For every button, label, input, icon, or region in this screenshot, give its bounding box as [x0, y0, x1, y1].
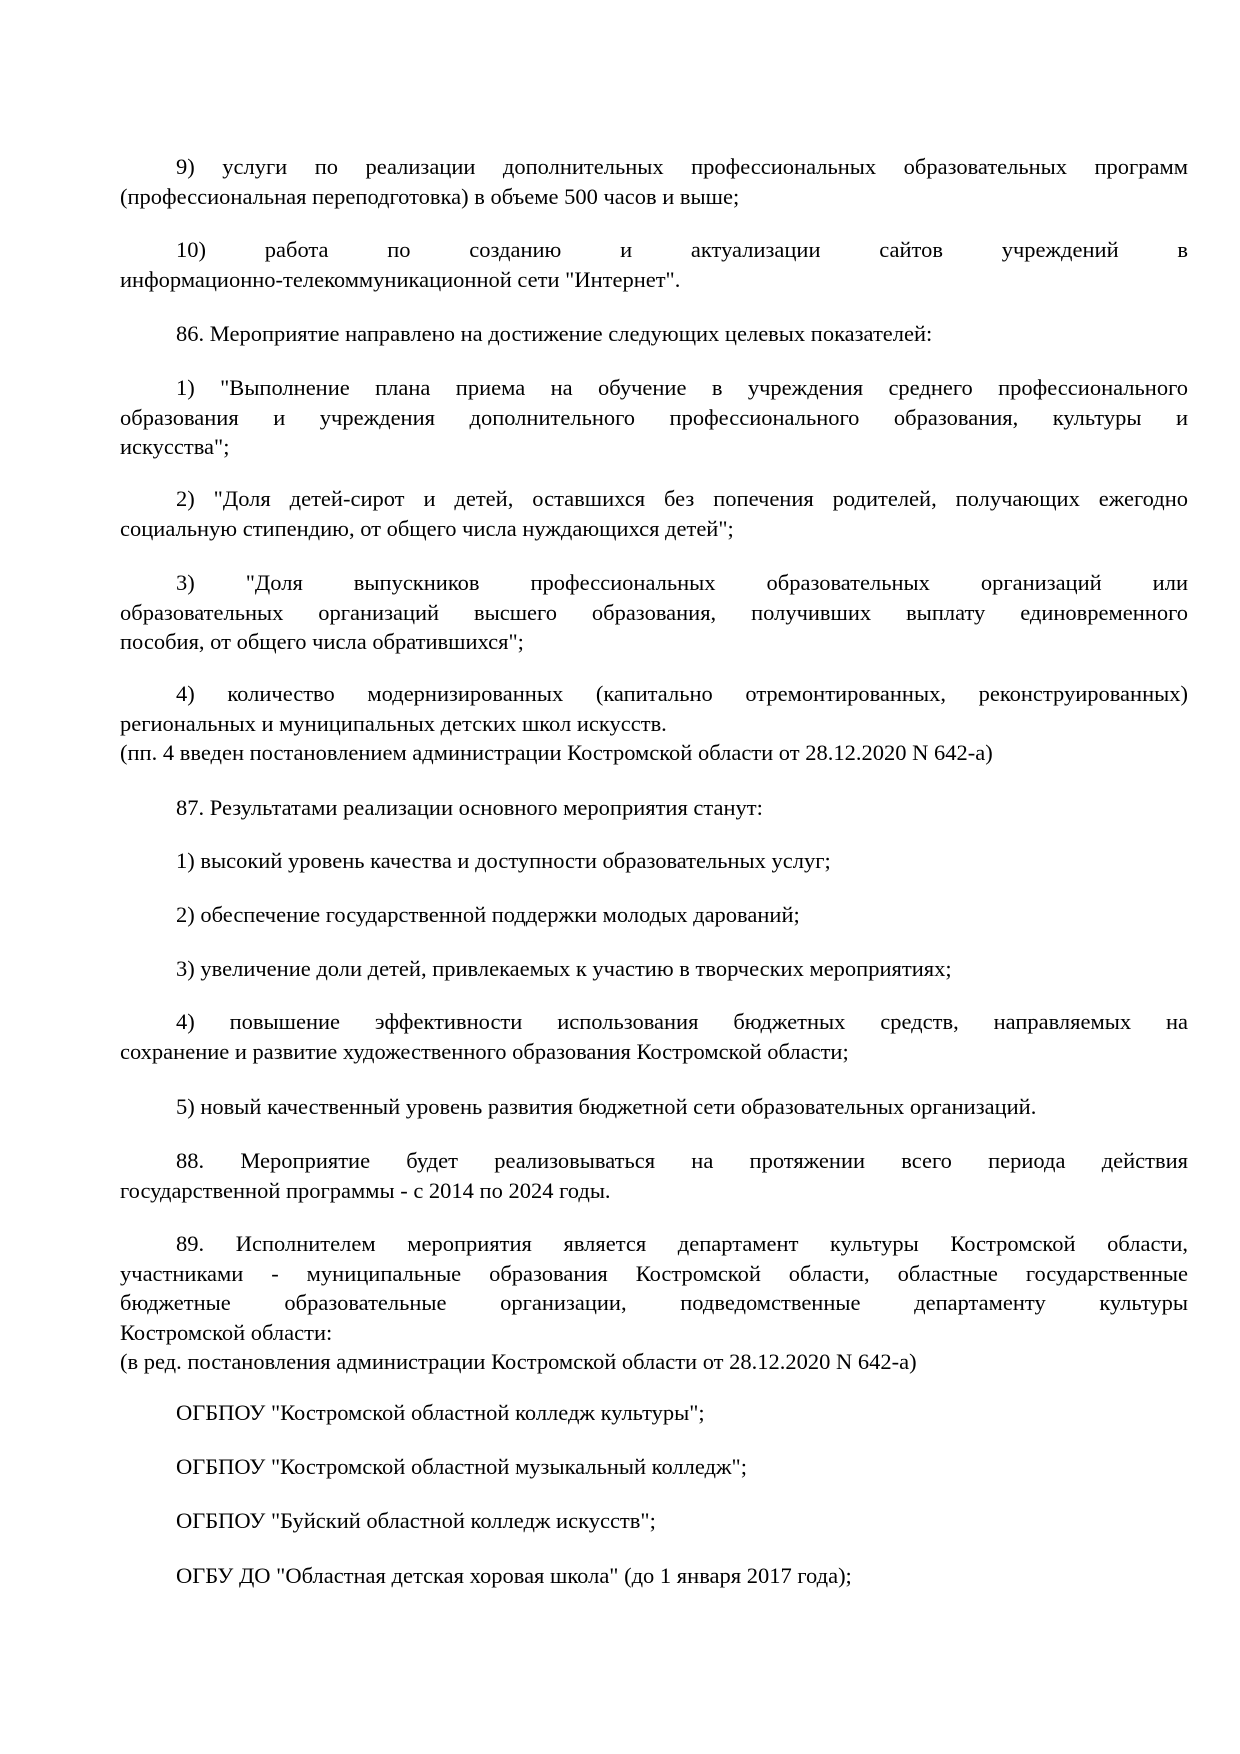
text-line: Костромской области:	[120, 1319, 333, 1345]
paragraph	[120, 484, 1188, 543]
text-line: 3) "Доля выпускников профессиональных образовательных организаций или	[176, 570, 1188, 595]
text-line: 86. Мероприятие направлено на достижение следующих целевых показателей:	[176, 321, 933, 346]
text-line: участниками - муниципальные образования Костромской области, областные государственные	[120, 1260, 1188, 1286]
paragraph	[120, 1452, 1188, 1482]
paragraph	[120, 1007, 1188, 1066]
text-line: ОГБУ ДО "Областная детская хоровая школа" (до 1 января 2017 года);	[176, 1563, 852, 1588]
paragraph	[120, 793, 1188, 823]
text-line: 87. Результатами реализации основного мероприятия станут:	[176, 795, 763, 820]
paragraph	[120, 152, 1188, 211]
text-line: 4) повышение эффективности использования бюджетных средств, направляемых на	[176, 1009, 1188, 1034]
text-line: 10) работа по созданию и актуализации сайтов учреждений в	[176, 237, 1188, 262]
paragraph	[120, 846, 1188, 876]
text-line: 88. Мероприятие будет реализовываться на протяжении всего периода действия	[176, 1148, 1188, 1173]
text-line: образовательных организаций высшего образования, получивших выплату единовременного	[120, 599, 1188, 625]
paragraph	[120, 1506, 1188, 1536]
text-line: 2) обеспечение государственной поддержки молодых дарований;	[176, 902, 800, 927]
text-line: образования и учреждения дополнительного профессионального образования, культуры и	[120, 404, 1188, 430]
text-line: региональных и муниципальных детских школ искусств.	[120, 710, 667, 736]
text-line: ОГБПОУ "Буйский областной колледж искусств";	[176, 1508, 656, 1533]
paragraph	[120, 954, 1188, 984]
text-line: искусства";	[120, 434, 230, 459]
text-line: 3) увеличение доли детей, привлекаемых к участию в творческих мероприятиях;	[176, 956, 952, 981]
paragraph	[120, 373, 1188, 462]
text-line: ОГБПОУ "Костромской областной музыкальный колледж";	[176, 1454, 747, 1479]
paragraph	[120, 1146, 1188, 1205]
paragraph	[120, 900, 1188, 930]
paragraph	[120, 1398, 1188, 1428]
text-line: (в ред. постановления администрации Костромской области от 28.12.2020 N 642-а)	[120, 1349, 917, 1374]
text-line: 1) "Выполнение плана приема на обучение в учреждения среднего профессионального	[176, 375, 1188, 400]
text-line: 2) "Доля детей-сирот и детей, оставшихся без попечения родителей, получающих ежегодно	[176, 486, 1188, 511]
text-line: 1) высокий уровень качества и доступности образовательных услуг;	[176, 848, 831, 873]
paragraph	[120, 1229, 1188, 1377]
text-line: бюджетные образовательные организации, подведомственные департаменту культуры	[120, 1290, 1188, 1315]
paragraph	[120, 679, 1188, 768]
paragraph	[120, 319, 1188, 349]
paragraph	[120, 568, 1188, 657]
text-line: (профессиональная переподготовка) в объеме 500 часов и выше;	[120, 183, 740, 209]
paragraph	[120, 1561, 1188, 1591]
text-line: ОГБПОУ "Костромской областной колледж культуры";	[176, 1400, 705, 1425]
paragraph	[120, 235, 1188, 294]
text-line: (пп. 4 введен постановлением администрации Костромской области от 28.12.2020 N 642-а)	[120, 740, 993, 765]
text-line: пособия, от общего числа обратившихся";	[120, 629, 524, 654]
text-line: социальную стипендию, от общего числа нуждающихся детей";	[120, 515, 734, 541]
text-line: информационно-телекоммуникационной сети "Интернет".	[120, 266, 681, 292]
text-line: 89. Исполнителем мероприятия является департамент культуры Костромской области,	[176, 1231, 1188, 1256]
paragraph	[120, 1092, 1188, 1122]
text-line: 5) новый качественный уровень развития бюджетной сети образовательных организаций.	[176, 1094, 1037, 1119]
text-line: 9) услуги по реализации дополнительных профессиональных образовательных программ	[176, 154, 1188, 179]
text-line: государственной программы - с 2014 по 2024 годы.	[120, 1177, 611, 1203]
text-line: 4) количество модернизированных (капитально отремонтированных, реконструированных)	[176, 681, 1188, 706]
text-line: сохранение и развитие художественного образования Костромской области;	[120, 1038, 849, 1064]
